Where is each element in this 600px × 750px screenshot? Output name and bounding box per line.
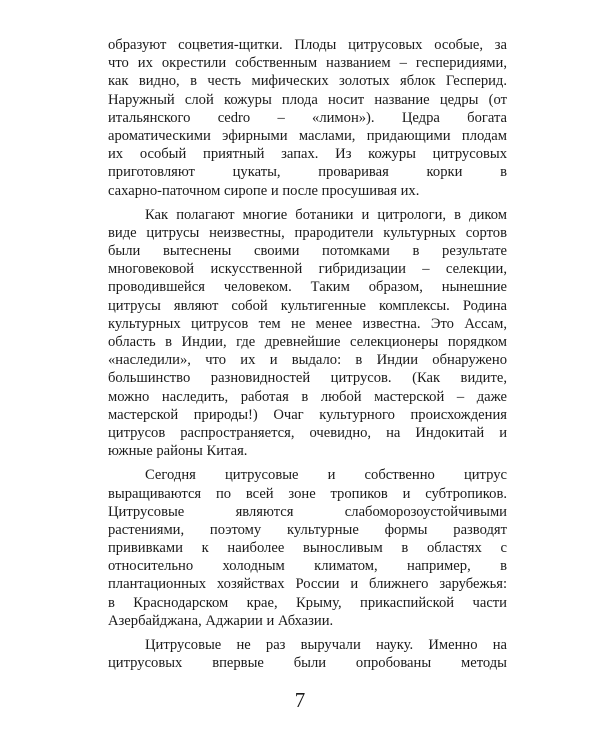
paragraph-2 [108,206,507,461]
text-line: проводившейся человеком. Таким образом, нынешние [108,279,507,296]
text-line: растениями, поэтому культурные формы разводят [108,521,507,538]
text-line: можно наследить, работая в любой мастерской – даже [108,388,507,405]
text-line: как видно, в честь мифических золотых яблок Гесперид. [108,73,507,90]
text-line: цитрусов распространяется, очевидно, на Индокитай и [108,424,507,441]
text-line: плантационных хозяйствах России и ближнего зарубежья: [108,576,507,593]
paragraph-4 [108,636,507,672]
text-line: цитрусовых впервые были опробованы методы [108,655,507,672]
text-line: приготовляют цукаты, проваривая корки в [108,164,507,181]
text-line: Цитрусовые являются слабоморозоустойчивыми [108,503,507,520]
page-number: 7 [294,688,306,712]
text-line: прививками к наиболее выносливым в областях с [108,540,507,557]
text-line: Наружный слой кожуры плода носит название цедры (от [108,91,507,108]
text-line: что их окрестили собственным названием – гесперидиями, [108,55,507,72]
text-line: ароматическими эфирными маслами, придающими плодам [108,127,507,144]
text-line: область в Индии, где древнейшие селекционеры порядком [108,334,507,350]
text-line: выращиваются по всей зоне тропиков и субтропиков. [108,485,507,502]
text-line: культурных цитрусов тем не менее известна. Это Ассам, [108,315,507,332]
text-line: Цитрусовые не раз выручали науку. Именно на [145,637,507,653]
text-line: мастерской природы!) Очаг культурного происхождения [108,406,507,423]
text-line: многовековой искусственной гибридизации – селекции, [108,261,507,278]
text-line: большинство разновидностей цитрусов. (Как видите, [108,370,507,387]
text-line: Азербайджана, Аджарии и Абхазии. [108,612,334,629]
text-line: «наследили», что их и выдало: в Индии обнаружено [108,352,507,369]
text-line: итальянского cedro – «лимон»). Цедра богата [108,109,507,126]
text-line: виде цитрусы неизвестны, прародители культурных сортов [108,224,507,241]
text-line: Сегодня цитрусовые и собственно цитрус [145,467,507,484]
paragraph-1 [108,36,507,200]
paragraph-3 [108,466,507,630]
text-line: их особый приятный запах. Из кожуры цитрусовых [108,146,507,163]
text-line: сахарно-паточном сиропе и после просушивая их. [108,182,420,199]
body-text [108,36,507,672]
text-line: в Краснодарском крае, Крыму, прикаспийской части [108,594,507,611]
text-line: были вытеснены своими потомками в результате [108,243,507,260]
text-line: относительно холодным климатом, например, в [108,558,507,575]
text-line: образуют соцветия-щитки. Плоды цитрусовых особые, за [108,37,507,53]
text-line: цитрусы являют собой культигенные комплексы. Родина [108,297,507,314]
text-line: Как полагают многие ботаники и цитрологи, в диком [145,206,507,223]
text-line: южные районы Китая. [108,443,248,460]
